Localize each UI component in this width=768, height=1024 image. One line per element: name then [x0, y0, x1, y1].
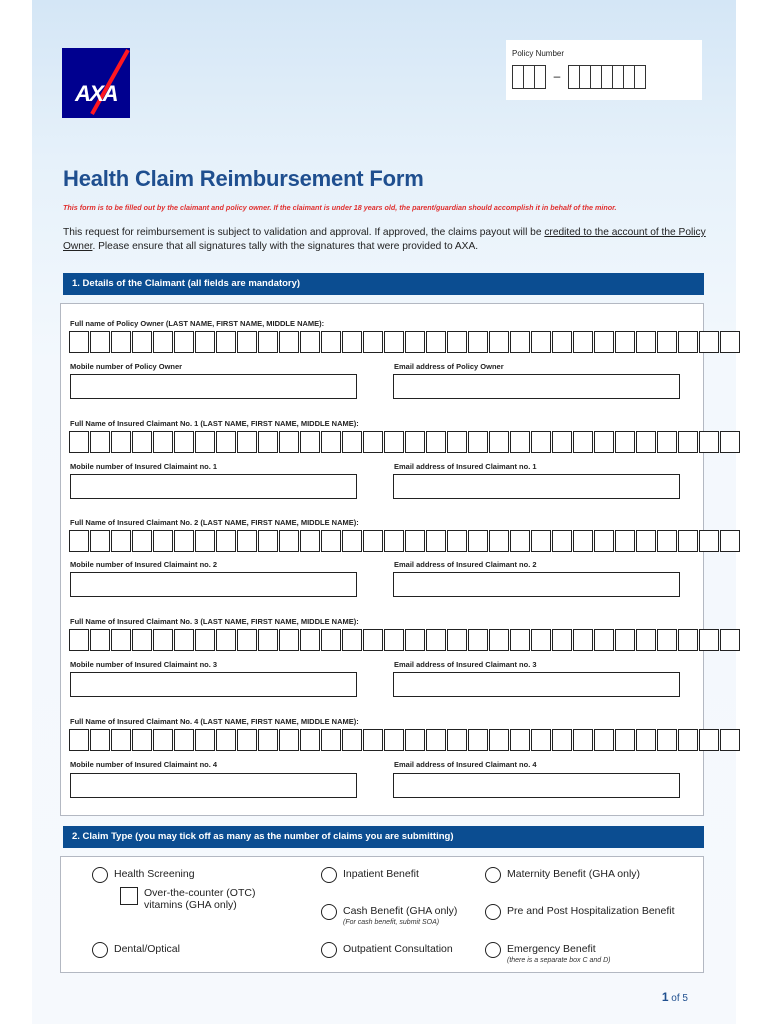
option-inpatient[interactable]: [321, 868, 419, 883]
otc-vitamins-label: Over-the-counter (OTC) vitamins (GHA only): [144, 887, 256, 911]
name-char-cell[interactable]: [279, 729, 299, 751]
option-outpatient[interactable]: [321, 943, 453, 958]
cash-benefit-note: (For cash benefit, submit SOA): [343, 919, 440, 926]
name-char-cell[interactable]: [699, 629, 719, 651]
name-char-cell[interactable]: [195, 629, 215, 651]
claimant-1-name-label: Full Name of Insured Claimant No. 1 (LAST NAME, FIRST NAME, MIDDLE NAME):: [70, 419, 359, 428]
section-1-header: 1. Details of the Claimant (all fields are mandatory): [63, 273, 704, 295]
name-char-cell[interactable]: [699, 729, 719, 751]
claimant-3-name-cells[interactable]: [69, 629, 741, 651]
name-char-cell[interactable]: [321, 431, 341, 453]
owner-email-label: Email address of Policy Owner: [394, 362, 504, 371]
name-char-cell[interactable]: [300, 431, 320, 453]
name-char-cell[interactable]: [468, 331, 488, 353]
name-char-cell[interactable]: [468, 431, 488, 453]
name-char-cell[interactable]: [657, 729, 677, 751]
name-char-cell[interactable]: [342, 629, 362, 651]
name-char-cell[interactable]: [258, 331, 278, 353]
name-char-cell[interactable]: [153, 331, 173, 353]
claimant-1-email-label: Email address of Insured Claimant no. 1: [394, 462, 537, 471]
name-char-cell[interactable]: [321, 530, 341, 552]
name-char-cell[interactable]: [69, 431, 89, 453]
name-char-cell[interactable]: [678, 729, 698, 751]
name-char-cell[interactable]: [426, 331, 446, 353]
option-otc-vitamins[interactable]: [120, 887, 270, 911]
name-char-cell[interactable]: [657, 629, 677, 651]
outpatient-radio[interactable]: [321, 942, 337, 958]
name-char-cell[interactable]: [363, 629, 383, 651]
policy-number-box: [506, 40, 702, 100]
name-char-cell[interactable]: [111, 729, 131, 751]
name-char-cell[interactable]: [321, 331, 341, 353]
policy-number-label: Policy Number: [512, 49, 565, 58]
name-char-cell[interactable]: [384, 530, 404, 552]
name-char-cell[interactable]: [69, 729, 89, 751]
policy-number-dash: –: [553, 69, 561, 83]
policy-digit-cell[interactable]: [634, 65, 646, 89]
name-char-cell[interactable]: [405, 629, 425, 651]
claimant-2-mobile-label: Mobile number of Insured Claimaint no. 2: [70, 560, 218, 569]
section-1-box: [60, 303, 704, 816]
inpatient-radio[interactable]: [321, 867, 337, 883]
name-char-cell[interactable]: [153, 629, 173, 651]
name-char-cell[interactable]: [405, 331, 425, 353]
pre-post-label: Pre and Post Hospitalization Benefit: [507, 905, 675, 917]
name-char-cell[interactable]: [594, 729, 614, 751]
emergency-note: (there is a separate box C and D): [507, 957, 611, 964]
name-char-cell[interactable]: [447, 530, 467, 552]
name-char-cell[interactable]: [489, 530, 509, 552]
intro-paragraph: [63, 226, 713, 254]
name-char-cell[interactable]: [468, 729, 488, 751]
name-char-cell[interactable]: [90, 729, 110, 751]
name-char-cell[interactable]: [363, 431, 383, 453]
name-char-cell[interactable]: [111, 530, 131, 552]
name-char-cell[interactable]: [384, 629, 404, 651]
intro-text: This request for reimbursement is subject to validation and approval. If approved, the claims payout will be: [63, 227, 545, 238]
dental-optical-radio[interactable]: [92, 942, 108, 958]
inpatient-label: Inpatient Benefit: [343, 868, 419, 880]
name-char-cell[interactable]: [279, 530, 299, 552]
name-char-cell[interactable]: [594, 431, 614, 453]
name-char-cell[interactable]: [426, 530, 446, 552]
name-char-cell[interactable]: [342, 431, 362, 453]
claimant-3-mobile-label: Mobile number of Insured Claimaint no. 3: [70, 660, 218, 669]
emergency-text: [507, 943, 611, 964]
minor-note: This form is to be filled out by the claimant and policy owner. If the claimant is under 18 years old, the parent/guardian should accomplish it in behalf of the minor.: [63, 203, 617, 212]
claimant-2-mobile-field[interactable]: [70, 572, 357, 597]
claimant-1-mobile-field[interactable]: [70, 474, 357, 499]
name-char-cell[interactable]: [174, 629, 194, 651]
name-char-cell[interactable]: [300, 530, 320, 552]
claimant-4-name-label: Full Name of Insured Claimant No. 4 (LAST NAME, FIRST NAME, MIDDLE NAME):: [70, 717, 359, 726]
name-char-cell[interactable]: [699, 530, 719, 552]
name-char-cell[interactable]: [615, 530, 635, 552]
name-char-cell[interactable]: [468, 629, 488, 651]
name-char-cell[interactable]: [258, 629, 278, 651]
name-char-cell[interactable]: [447, 431, 467, 453]
name-char-cell[interactable]: [111, 431, 131, 453]
logo-text: AXA: [75, 81, 117, 106]
name-char-cell[interactable]: [174, 431, 194, 453]
page-current: 1: [661, 990, 669, 1004]
name-char-cell[interactable]: [195, 530, 215, 552]
claimant-3-email-label: Email address of Insured Claimant no. 3: [394, 660, 537, 669]
name-char-cell[interactable]: [552, 530, 572, 552]
name-char-cell[interactable]: [552, 431, 572, 453]
section-2-header: 2. Claim Type (you may tick off as many as the number of claims you are submitting): [63, 826, 704, 848]
name-char-cell[interactable]: [447, 331, 467, 353]
name-char-cell[interactable]: [132, 729, 152, 751]
name-char-cell[interactable]: [405, 431, 425, 453]
owner-email-field[interactable]: [393, 374, 680, 399]
name-char-cell[interactable]: [258, 431, 278, 453]
name-char-cell[interactable]: [153, 431, 173, 453]
name-char-cell[interactable]: [363, 530, 383, 552]
name-char-cell[interactable]: [90, 530, 110, 552]
name-char-cell[interactable]: [342, 331, 362, 353]
name-char-cell[interactable]: [636, 331, 656, 353]
name-char-cell[interactable]: [279, 431, 299, 453]
name-char-cell[interactable]: [573, 331, 593, 353]
name-char-cell[interactable]: [594, 629, 614, 651]
cash-benefit-text: [343, 905, 457, 926]
name-char-cell[interactable]: [489, 331, 509, 353]
name-char-cell[interactable]: [531, 629, 551, 651]
name-char-cell[interactable]: [237, 530, 257, 552]
pre-post-radio[interactable]: [485, 904, 501, 920]
name-char-cell[interactable]: [615, 431, 635, 453]
name-char-cell[interactable]: [573, 530, 593, 552]
policy-digit-cell[interactable]: [534, 65, 546, 89]
form-title: Health Claim Reimbursement Form: [63, 166, 424, 191]
name-char-cell[interactable]: [279, 629, 299, 651]
name-char-cell[interactable]: [111, 331, 131, 353]
option-emergency[interactable]: [485, 943, 611, 964]
name-char-cell[interactable]: [174, 530, 194, 552]
name-char-cell[interactable]: [720, 431, 740, 453]
name-char-cell[interactable]: [720, 729, 740, 751]
name-char-cell[interactable]: [405, 530, 425, 552]
name-char-cell[interactable]: [531, 729, 551, 751]
name-char-cell[interactable]: [510, 629, 530, 651]
name-char-cell[interactable]: [510, 331, 530, 353]
name-char-cell[interactable]: [699, 331, 719, 353]
name-char-cell[interactable]: [237, 629, 257, 651]
maternity-radio[interactable]: [485, 867, 501, 883]
name-char-cell[interactable]: [678, 629, 698, 651]
name-char-cell[interactable]: [342, 530, 362, 552]
name-char-cell[interactable]: [384, 729, 404, 751]
name-char-cell[interactable]: [132, 629, 152, 651]
option-dental-optical[interactable]: [92, 943, 180, 958]
name-char-cell[interactable]: [300, 331, 320, 353]
name-char-cell[interactable]: [237, 331, 257, 353]
name-char-cell[interactable]: [132, 431, 152, 453]
claimant-1-mobile-label: Mobile number of Insured Claimaint no. 1: [70, 462, 218, 471]
name-char-cell[interactable]: [594, 331, 614, 353]
name-char-cell[interactable]: [447, 729, 467, 751]
name-char-cell[interactable]: [699, 431, 719, 453]
intro-text-end: . Please ensure that all signatures tally with the signatures that were provided to AXA.: [92, 241, 479, 252]
name-char-cell[interactable]: [657, 331, 677, 353]
name-char-cell[interactable]: [552, 629, 572, 651]
name-char-cell[interactable]: [216, 729, 236, 751]
name-char-cell[interactable]: [468, 530, 488, 552]
maternity-label: Maternity Benefit (GHA only): [507, 868, 641, 880]
claimant-2-email-label: Email address of Insured Claimant no. 2: [394, 560, 537, 569]
name-char-cell[interactable]: [489, 729, 509, 751]
name-char-cell[interactable]: [216, 530, 236, 552]
name-char-cell[interactable]: [195, 331, 215, 353]
name-char-cell[interactable]: [678, 530, 698, 552]
name-char-cell[interactable]: [174, 729, 194, 751]
name-char-cell[interactable]: [363, 331, 383, 353]
name-char-cell[interactable]: [258, 530, 278, 552]
claimant-4-email-field[interactable]: [393, 773, 680, 798]
name-char-cell[interactable]: [237, 729, 257, 751]
name-char-cell[interactable]: [510, 530, 530, 552]
name-char-cell[interactable]: [615, 729, 635, 751]
otc-vitamins-checkbox[interactable]: [120, 887, 138, 905]
name-char-cell[interactable]: [720, 530, 740, 552]
name-char-cell[interactable]: [300, 629, 320, 651]
name-char-cell[interactable]: [195, 431, 215, 453]
claimant-2-email-field[interactable]: [393, 572, 680, 597]
claimant-1-name-cells[interactable]: [69, 431, 741, 453]
name-char-cell[interactable]: [69, 331, 89, 353]
name-char-cell[interactable]: [132, 331, 152, 353]
name-char-cell[interactable]: [153, 729, 173, 751]
name-char-cell[interactable]: [489, 431, 509, 453]
health-screening-label: Health Screening: [114, 868, 195, 880]
name-char-cell[interactable]: [657, 530, 677, 552]
name-char-cell[interactable]: [342, 729, 362, 751]
claimant-3-email-field[interactable]: [393, 672, 680, 697]
name-char-cell[interactable]: [195, 729, 215, 751]
option-cash-benefit[interactable]: [321, 905, 457, 926]
name-char-cell[interactable]: [216, 431, 236, 453]
claimant-2-name-label: Full Name of Insured Claimant No. 2 (LAST NAME, FIRST NAME, MIDDLE NAME):: [70, 518, 359, 527]
name-char-cell[interactable]: [552, 331, 572, 353]
claimant-4-mobile-label: Mobile number of Insured Claimaint no. 4: [70, 760, 218, 769]
name-char-cell[interactable]: [363, 729, 383, 751]
name-char-cell[interactable]: [510, 431, 530, 453]
name-char-cell[interactable]: [489, 629, 509, 651]
option-maternity[interactable]: [485, 868, 640, 883]
name-char-cell[interactable]: [90, 331, 110, 353]
claimant-4-name-cells[interactable]: [69, 729, 741, 751]
name-char-cell[interactable]: [426, 629, 446, 651]
owner-name-label: Full name of Policy Owner (LAST NAME, FIRST NAME, MIDDLE NAME):: [70, 319, 325, 328]
health-screening-radio[interactable]: [92, 867, 108, 883]
name-char-cell[interactable]: [279, 331, 299, 353]
name-char-cell[interactable]: [531, 431, 551, 453]
option-pre-post[interactable]: [485, 905, 675, 920]
name-char-cell[interactable]: [300, 729, 320, 751]
axa-logo: [62, 48, 130, 118]
name-char-cell[interactable]: [531, 331, 551, 353]
section-2-box: [60, 856, 704, 973]
name-char-cell[interactable]: [132, 530, 152, 552]
claimant-3-name-label: Full Name of Insured Claimant No. 3 (LAST NAME, FIRST NAME, MIDDLE NAME):: [70, 617, 359, 626]
name-char-cell[interactable]: [384, 331, 404, 353]
name-char-cell[interactable]: [573, 431, 593, 453]
claimant-1-email-field[interactable]: [393, 474, 680, 499]
name-char-cell[interactable]: [615, 331, 635, 353]
name-char-cell[interactable]: [531, 530, 551, 552]
claimant-4-email-label: Email address of Insured Claimant no. 4: [394, 760, 537, 769]
name-char-cell[interactable]: [636, 729, 656, 751]
option-health-screening[interactable]: [92, 868, 195, 883]
name-char-cell[interactable]: [552, 729, 572, 751]
cash-benefit-radio[interactable]: [321, 904, 337, 920]
name-char-cell[interactable]: [258, 729, 278, 751]
name-char-cell[interactable]: [720, 629, 740, 651]
name-char-cell[interactable]: [678, 431, 698, 453]
name-char-cell[interactable]: [636, 431, 656, 453]
name-char-cell[interactable]: [216, 331, 236, 353]
name-char-cell[interactable]: [216, 629, 236, 651]
claimant-3-mobile-field[interactable]: [70, 672, 357, 697]
claimant-2-name-cells[interactable]: [69, 530, 741, 552]
name-char-cell[interactable]: [384, 431, 404, 453]
dental-optical-label: Dental/Optical: [114, 943, 180, 955]
claimant-4-mobile-field[interactable]: [70, 773, 357, 798]
name-char-cell[interactable]: [90, 629, 110, 651]
name-char-cell[interactable]: [321, 729, 341, 751]
owner-name-cells[interactable]: [69, 331, 741, 353]
name-char-cell[interactable]: [573, 729, 593, 751]
name-char-cell[interactable]: [636, 629, 656, 651]
name-char-cell[interactable]: [69, 629, 89, 651]
name-char-cell[interactable]: [447, 629, 467, 651]
name-char-cell[interactable]: [153, 530, 173, 552]
name-char-cell[interactable]: [174, 331, 194, 353]
name-char-cell[interactable]: [237, 431, 257, 453]
name-char-cell[interactable]: [426, 729, 446, 751]
name-char-cell[interactable]: [405, 729, 425, 751]
page-total: of 5: [668, 993, 688, 1004]
name-char-cell[interactable]: [594, 530, 614, 552]
name-char-cell[interactable]: [510, 729, 530, 751]
name-char-cell[interactable]: [69, 530, 89, 552]
name-char-cell[interactable]: [615, 629, 635, 651]
name-char-cell[interactable]: [321, 629, 341, 651]
name-char-cell[interactable]: [90, 431, 110, 453]
name-char-cell[interactable]: [678, 331, 698, 353]
name-char-cell[interactable]: [111, 629, 131, 651]
name-char-cell[interactable]: [657, 431, 677, 453]
name-char-cell[interactable]: [636, 530, 656, 552]
intro-underlined-text: credited to the account of the Policy Owner: [63, 227, 706, 252]
page-indicator: [662, 990, 688, 1004]
emergency-label: Emergency Benefit: [507, 943, 596, 955]
cash-benefit-label: Cash Benefit (GHA only): [343, 905, 458, 917]
owner-mobile-field[interactable]: [70, 374, 357, 399]
form-page: [32, 0, 736, 1024]
name-char-cell[interactable]: [426, 431, 446, 453]
name-char-cell[interactable]: [720, 331, 740, 353]
name-char-cell[interactable]: [573, 629, 593, 651]
emergency-radio[interactable]: [485, 942, 501, 958]
outpatient-label: Outpatient Consultation: [343, 943, 453, 955]
owner-mobile-label: Mobile number of Policy Owner: [70, 362, 183, 371]
